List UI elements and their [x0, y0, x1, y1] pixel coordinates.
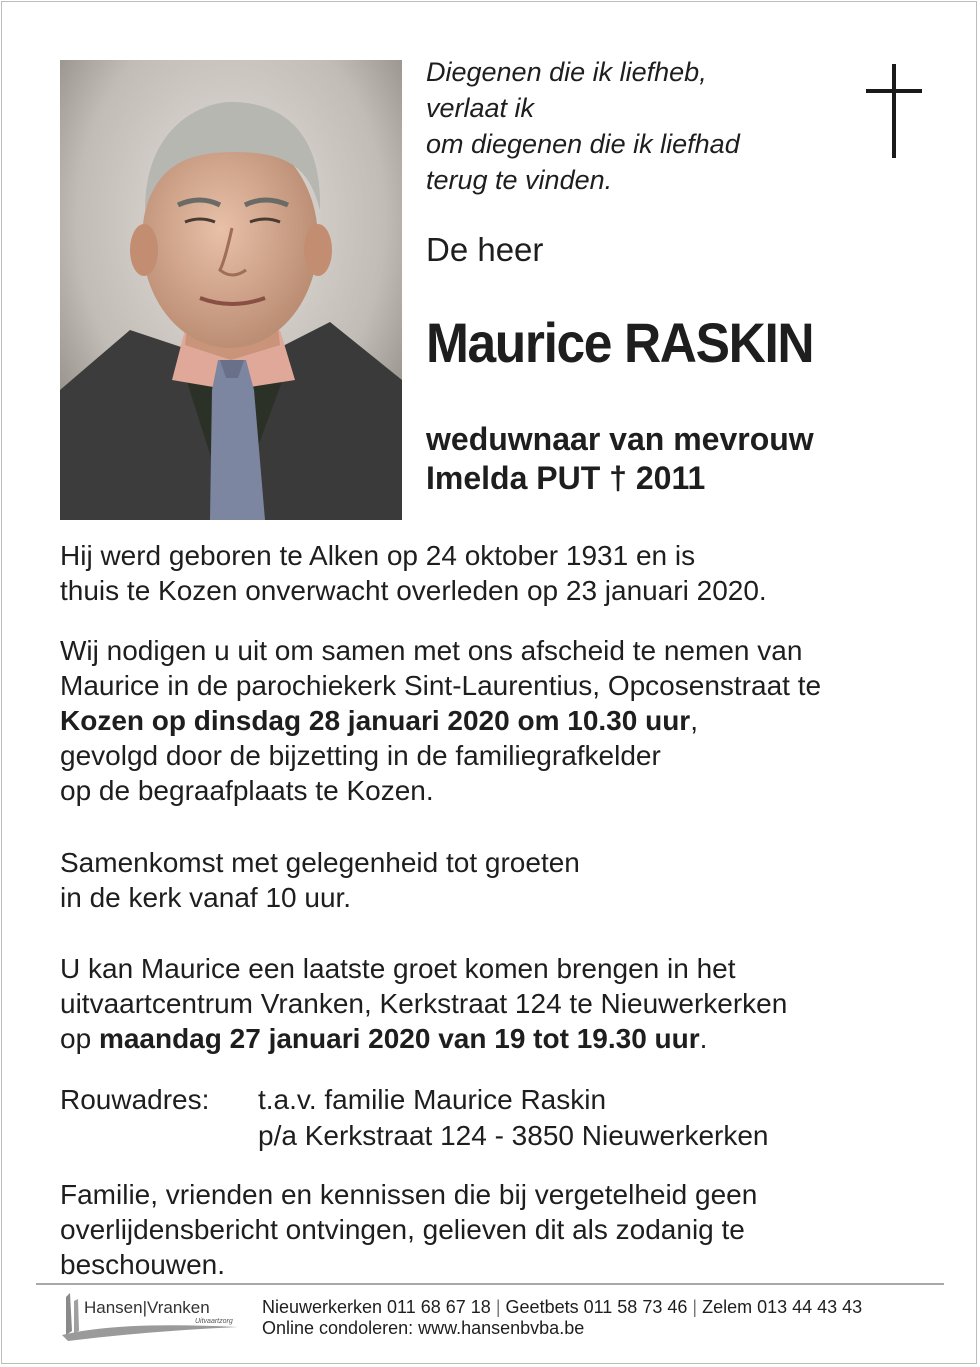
- funeral-home-tagline: Uitvaartzorg: [195, 1318, 233, 1325]
- phone-nieuwerkerken: Nieuwerkerken 011 68 67 18: [262, 1297, 491, 1317]
- footer-divider: [36, 1283, 944, 1285]
- cross-icon: [866, 64, 922, 160]
- paragraph-line: Maurice in de parochiekerk Sint-Laurentius, Opcosenstraat te: [60, 670, 822, 701]
- spouse-line: Imelda PUT † 2011: [426, 460, 706, 496]
- address-line: p/a Kerkstraat 124 - 3850 Nieuwerkerken: [258, 1120, 769, 1151]
- paragraph-line: Familie, vrienden en kennissen die bij vergetelheid geen: [60, 1179, 758, 1210]
- paragraph-line: beschouwen.: [60, 1249, 226, 1280]
- poem-line: verlaat ik: [426, 93, 535, 123]
- address-label: Rouwadres:: [60, 1084, 210, 1115]
- visit-prefix: op: [60, 1023, 99, 1054]
- honorific: De heer: [426, 231, 544, 268]
- visit-paragraph: [60, 951, 940, 1056]
- paragraph-line: Hij werd geboren te Alken op 24 oktober 1931 en is: [60, 540, 696, 571]
- paragraph-line: Samenkomst met gelegenheid tot groeten: [60, 847, 580, 878]
- poem-line: terug te vinden.: [426, 165, 613, 195]
- birth-death-paragraph: [60, 538, 940, 608]
- deceased-name: Maurice RASKIN: [426, 311, 814, 374]
- spouse-info: [426, 420, 814, 498]
- funeral-paragraph: [60, 633, 940, 808]
- paragraph-line: gevolgd door de bijzetting in de familiegrafkelder: [60, 740, 661, 771]
- phone-geetbets: Geetbets 011 58 73 46: [505, 1297, 688, 1317]
- address-block: [258, 1082, 769, 1154]
- punctuation: ,: [690, 705, 698, 736]
- closing-paragraph: [60, 1177, 940, 1282]
- spouse-line: weduwnaar van mevrouw: [426, 421, 814, 457]
- poem-line: om diegenen die ik liefhad: [426, 129, 740, 159]
- paragraph-line: Wij nodigen u uit om samen met ons afscheid te nemen van: [60, 635, 803, 666]
- portrait-photo: [60, 60, 402, 520]
- gathering-paragraph: [60, 845, 940, 915]
- portrait-illustration: [60, 60, 402, 520]
- paragraph-line: overlijdensbericht ontvingen, gelieven dit als zodanig te: [60, 1214, 745, 1245]
- separator: |: [692, 1297, 698, 1317]
- footer-contact: [262, 1297, 862, 1339]
- online-condolence: Online condoleren: www.hansenbvba.be: [262, 1318, 585, 1338]
- punctuation: .: [699, 1023, 708, 1054]
- funeral-date: Kozen op dinsdag 28 januari 2020 om 10.30 uur: [60, 705, 691, 736]
- paragraph-line: U kan Maurice een laatste groet komen brengen in het: [60, 953, 736, 984]
- paragraph-line: thuis te Kozen onverwacht overleden op 23 januari 2020.: [60, 575, 767, 606]
- poem-quote: [426, 54, 846, 198]
- funeral-home-name: Hansen|Vranken: [84, 1298, 210, 1317]
- visit-date: maandag 27 januari 2020 van 19 tot 19.30 uur: [98, 1023, 700, 1054]
- phone-zelem: Zelem 013 44 43 43: [702, 1297, 863, 1317]
- paragraph-line: uitvaartcentrum Vranken, Kerkstraat 124 te Nieuwerkerken: [60, 988, 788, 1019]
- paragraph-line: [60, 1021, 940, 1056]
- paragraph-line: in de kerk vanaf 10 uur.: [60, 882, 352, 913]
- address-line: t.a.v. familie Maurice Raskin: [258, 1084, 607, 1115]
- paragraph-line: [60, 703, 940, 738]
- phone-list: [262, 1297, 862, 1318]
- separator: |: [495, 1297, 501, 1317]
- paragraph-line: op de begraafplaats te Kozen.: [60, 775, 434, 806]
- poem-line: Diegenen die ik liefheb,: [426, 57, 707, 87]
